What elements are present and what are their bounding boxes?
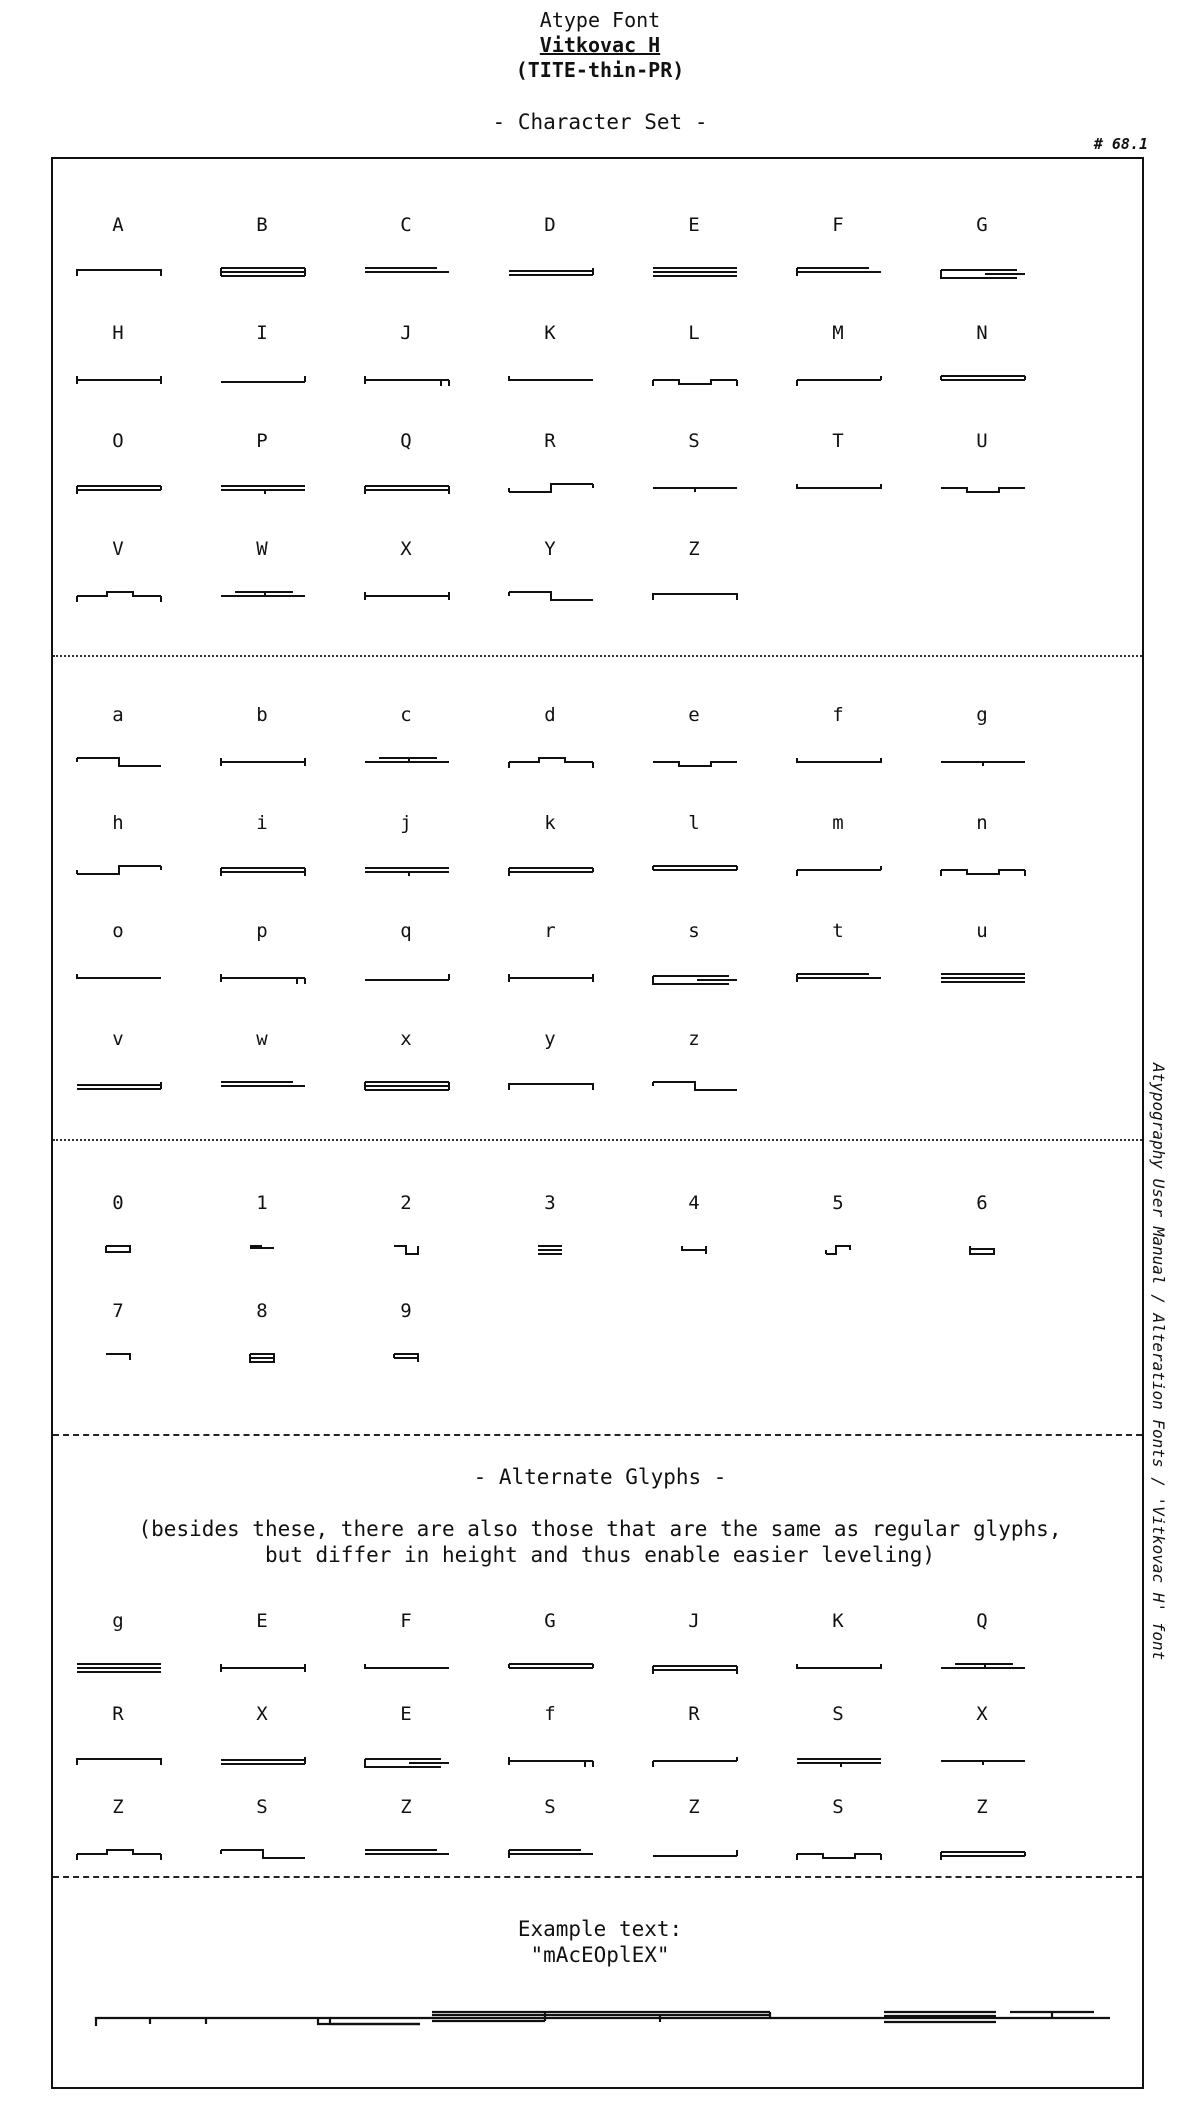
glyph-drawing [75,266,165,282]
glyph-drawing [219,1755,309,1771]
glyph-label: p [256,920,268,942]
glyph-drawing [939,266,1029,282]
glyph-drawing [363,482,453,498]
example-glyph-line [0,2010,1200,2070]
glyph-drawing [795,1848,885,1864]
glyph-drawing [363,590,453,606]
glyph-drawing [219,1662,309,1678]
glyph-drawing [651,864,741,880]
glyph-label: T [832,430,844,452]
glyph-drawing [363,864,453,880]
glyph-drawing [219,972,309,988]
glyph-drawing [363,374,453,390]
glyph-drawing [507,266,597,282]
glyph-drawing [219,756,309,772]
glyph-drawing [219,1080,309,1096]
glyph-label: w [256,1028,268,1050]
glyph-label: i [256,812,268,834]
glyph-label: K [832,1610,844,1632]
glyph-drawing [795,972,885,988]
glyph-label: l [688,812,700,834]
glyph-drawing [507,864,597,880]
glyph-stroke [653,1082,737,1090]
glyph-stroke [509,758,593,762]
glyph-label: S [832,1796,844,1818]
glyph-stroke [106,1246,130,1252]
glyph-label: F [400,1610,412,1632]
glyph-label: 0 [112,1192,124,1214]
glyph-label: t [832,920,844,942]
glyph-drawing [75,972,165,988]
alternates-note-line1: (besides these, there are also those that are the same as regular glyphs, [138,1517,1062,1541]
glyph-label: E [400,1703,412,1725]
glyph-drawing [795,266,885,282]
glyph-drawing [651,1848,741,1864]
glyph-label: b [256,704,268,726]
glyph-label: X [400,538,412,560]
glyph-stroke [77,1850,161,1854]
glyph-label: S [832,1703,844,1725]
alternates-note-line2: but differ in height and thus enable easier leveling) [264,1543,936,1567]
glyph-drawing [75,756,165,772]
glyph-label: k [544,812,556,834]
glyph-label: 6 [976,1192,988,1214]
glyph-label: n [976,812,988,834]
glyph-label: 4 [688,1192,700,1214]
glyph-drawing [75,482,165,498]
glyph-drawing [363,1080,453,1096]
glyph-drawing [968,1244,998,1258]
glyph-label: h [112,812,124,834]
glyph-drawing [75,1080,165,1096]
glyph-label: H [112,322,124,344]
section-title: - Character Set - [492,110,708,134]
glyph-stroke [653,762,737,766]
glyph-label: E [256,1610,268,1632]
glyph-label: J [400,322,412,344]
glyph-label: O [112,430,124,452]
glyph-label: R [544,430,556,452]
glyph-drawing [392,1352,422,1366]
glyph-label: F [832,214,844,236]
glyph-drawing [363,1848,453,1864]
glyph-drawing [651,972,741,988]
glyph-label: Z [112,1796,124,1818]
glyph-drawing [939,482,1029,498]
glyph-drawing [939,1755,1029,1771]
glyph-stroke [394,1246,418,1254]
separator-dotted [53,1139,1142,1141]
glyph-label: v [112,1028,124,1050]
glyph-drawing [75,1848,165,1864]
glyph-drawing [507,1662,597,1678]
glyph-drawing [507,482,597,498]
glyph-stroke [826,1246,850,1254]
glyph-label: P [256,430,268,452]
glyph-label: C [400,214,412,236]
glyph-drawing [363,266,453,282]
glyph-drawing [795,864,885,880]
glyph-label: D [544,214,556,236]
glyph-drawing [363,756,453,772]
glyph-stroke [509,484,593,492]
glyph-drawing [651,1080,741,1096]
glyph-drawing [651,482,741,498]
glyph-label: X [256,1703,268,1725]
glyph-label: R [688,1703,700,1725]
glyph-stroke [77,270,161,276]
glyph-label: K [544,322,556,344]
glyph-drawing [939,1662,1029,1678]
glyph-drawing [651,266,741,282]
glyph-label: M [832,322,844,344]
glyph-stroke [365,1664,449,1668]
glyph-drawing [507,1755,597,1771]
glyph-drawing [795,1755,885,1771]
glyph-label: g [976,704,988,726]
glyph-drawing [219,374,309,390]
glyph-label: Q [400,430,412,452]
glyph-label: r [544,920,556,942]
example-stroke [96,2018,330,2026]
glyph-label: m [832,812,844,834]
glyph-drawing [363,1755,453,1771]
glyph-label: a [112,704,124,726]
glyph-label: N [976,322,988,344]
glyph-drawing [651,756,741,772]
separator-dotted [53,655,1142,657]
glyph-label: 2 [400,1192,412,1214]
glyph-stroke [221,1850,305,1858]
glyph-label: G [544,1610,556,1632]
separator-dashed [53,1434,1142,1436]
glyph-label: Z [976,1796,988,1818]
glyph-label: 7 [112,1300,124,1322]
glyph-drawing [248,1352,278,1366]
glyph-drawing [939,864,1029,880]
glyph-drawing [939,1848,1029,1864]
glyph-drawing [248,1244,278,1258]
glyph-drawing [536,1244,566,1258]
glyph-stroke [509,1084,593,1090]
glyph-label: Q [976,1610,988,1632]
glyph-label: x [400,1028,412,1050]
glyph-label: 8 [256,1300,268,1322]
glyph-label: L [688,322,700,344]
glyph-drawing [507,1848,597,1864]
glyph-label: S [256,1796,268,1818]
glyph-label: e [688,704,700,726]
glyph-drawing [680,1244,710,1258]
glyph-drawing [75,1755,165,1771]
glyph-drawing [75,374,165,390]
glyph-drawing [507,590,597,606]
glyph-drawing [939,756,1029,772]
glyph-drawing [795,482,885,498]
glyph-drawing [507,374,597,390]
glyph-label: G [976,214,988,236]
glyph-label: o [112,920,124,942]
glyph-label: X [976,1703,988,1725]
glyph-stroke [77,758,161,766]
glyph-drawing [363,972,453,988]
glyph-drawing [219,482,309,498]
glyph-drawing [824,1244,854,1258]
glyph-drawing [75,1662,165,1678]
glyph-drawing [507,1080,597,1096]
glyph-label: Z [688,1796,700,1818]
glyph-stroke [77,592,161,596]
glyph-stroke [797,758,881,762]
glyph-label: 5 [832,1192,844,1214]
glyph-label: I [256,322,268,344]
alternates-title: - Alternate Glyphs - [473,1465,727,1489]
glyph-drawing [651,374,741,390]
glyph-label: f [832,704,844,726]
glyph-drawing [651,1755,741,1771]
glyph-stroke [797,1854,881,1858]
glyph-label: Z [688,538,700,560]
separator-dashed [53,1876,1142,1878]
glyph-drawing [795,374,885,390]
glyph-stroke [797,1664,881,1668]
font-variant: (TITE-thin-PR) [515,58,685,82]
glyph-label: U [976,430,988,452]
glyph-drawing [651,590,741,606]
sidebar-caption: Atypography User Manual / Alteration Fonts / 'Vitkovac H' font [1149,1063,1168,1661]
glyph-stroke [797,484,881,488]
glyph-stroke [941,488,1025,492]
glyph-label: u [976,920,988,942]
glyph-stroke [653,594,737,600]
glyph-stroke [77,974,161,978]
glyph-stroke [106,1354,130,1360]
font-name: Vitkovac H [539,33,661,57]
glyph-drawing [939,374,1029,390]
glyph-drawing [795,1662,885,1678]
glyph-label: g [112,1610,124,1632]
glyph-label: y [544,1028,556,1050]
glyph-label: 9 [400,1300,412,1322]
glyph-drawing [104,1352,134,1366]
glyph-drawing [219,1848,309,1864]
glyph-label: J [688,1610,700,1632]
glyph-stroke [653,380,737,384]
glyph-drawing [651,1662,741,1678]
glyph-label: s [688,920,700,942]
glyph-label: f [544,1703,556,1725]
glyph-drawing [507,756,597,772]
glyph-label: B [256,214,268,236]
doc-subtitle: Atype Font [539,8,661,32]
glyph-stroke [77,1759,161,1765]
glyph-drawing [75,864,165,880]
glyph-label: 3 [544,1192,556,1214]
glyph-label: Z [400,1796,412,1818]
glyph-stroke [77,866,161,874]
glyph-label: S [544,1796,556,1818]
glyph-drawing [507,972,597,988]
glyph-stroke [970,1246,994,1254]
glyph-drawing [219,864,309,880]
glyph-label: j [400,812,412,834]
glyph-label: V [112,538,124,560]
glyph-stroke [941,870,1025,874]
glyph-stroke [509,376,593,380]
glyph-drawing [363,1662,453,1678]
glyph-label: z [688,1028,700,1050]
glyph-label: Y [544,538,556,560]
glyph-label: A [112,214,124,236]
glyph-drawing [392,1244,422,1258]
glyph-label: 1 [256,1192,268,1214]
glyph-drawing [75,590,165,606]
glyph-label: c [400,704,412,726]
glyph-label: W [256,538,268,560]
glyph-stroke [682,1246,706,1254]
glyph-label: d [544,704,556,726]
glyph-drawing [939,972,1029,988]
example-text: "mAcEOplEX" [530,1943,670,1967]
glyph-drawing [219,266,309,282]
glyph-stroke [509,592,593,600]
glyph-label: R [112,1703,124,1725]
glyph-label: E [688,214,700,236]
glyph-drawing [219,590,309,606]
glyph-label: q [400,920,412,942]
glyph-drawing [104,1244,134,1258]
example-label: Example text: [517,1917,683,1941]
glyph-drawing [795,756,885,772]
glyph-label: S [688,430,700,452]
page-number: # 68.1 [1093,135,1148,153]
